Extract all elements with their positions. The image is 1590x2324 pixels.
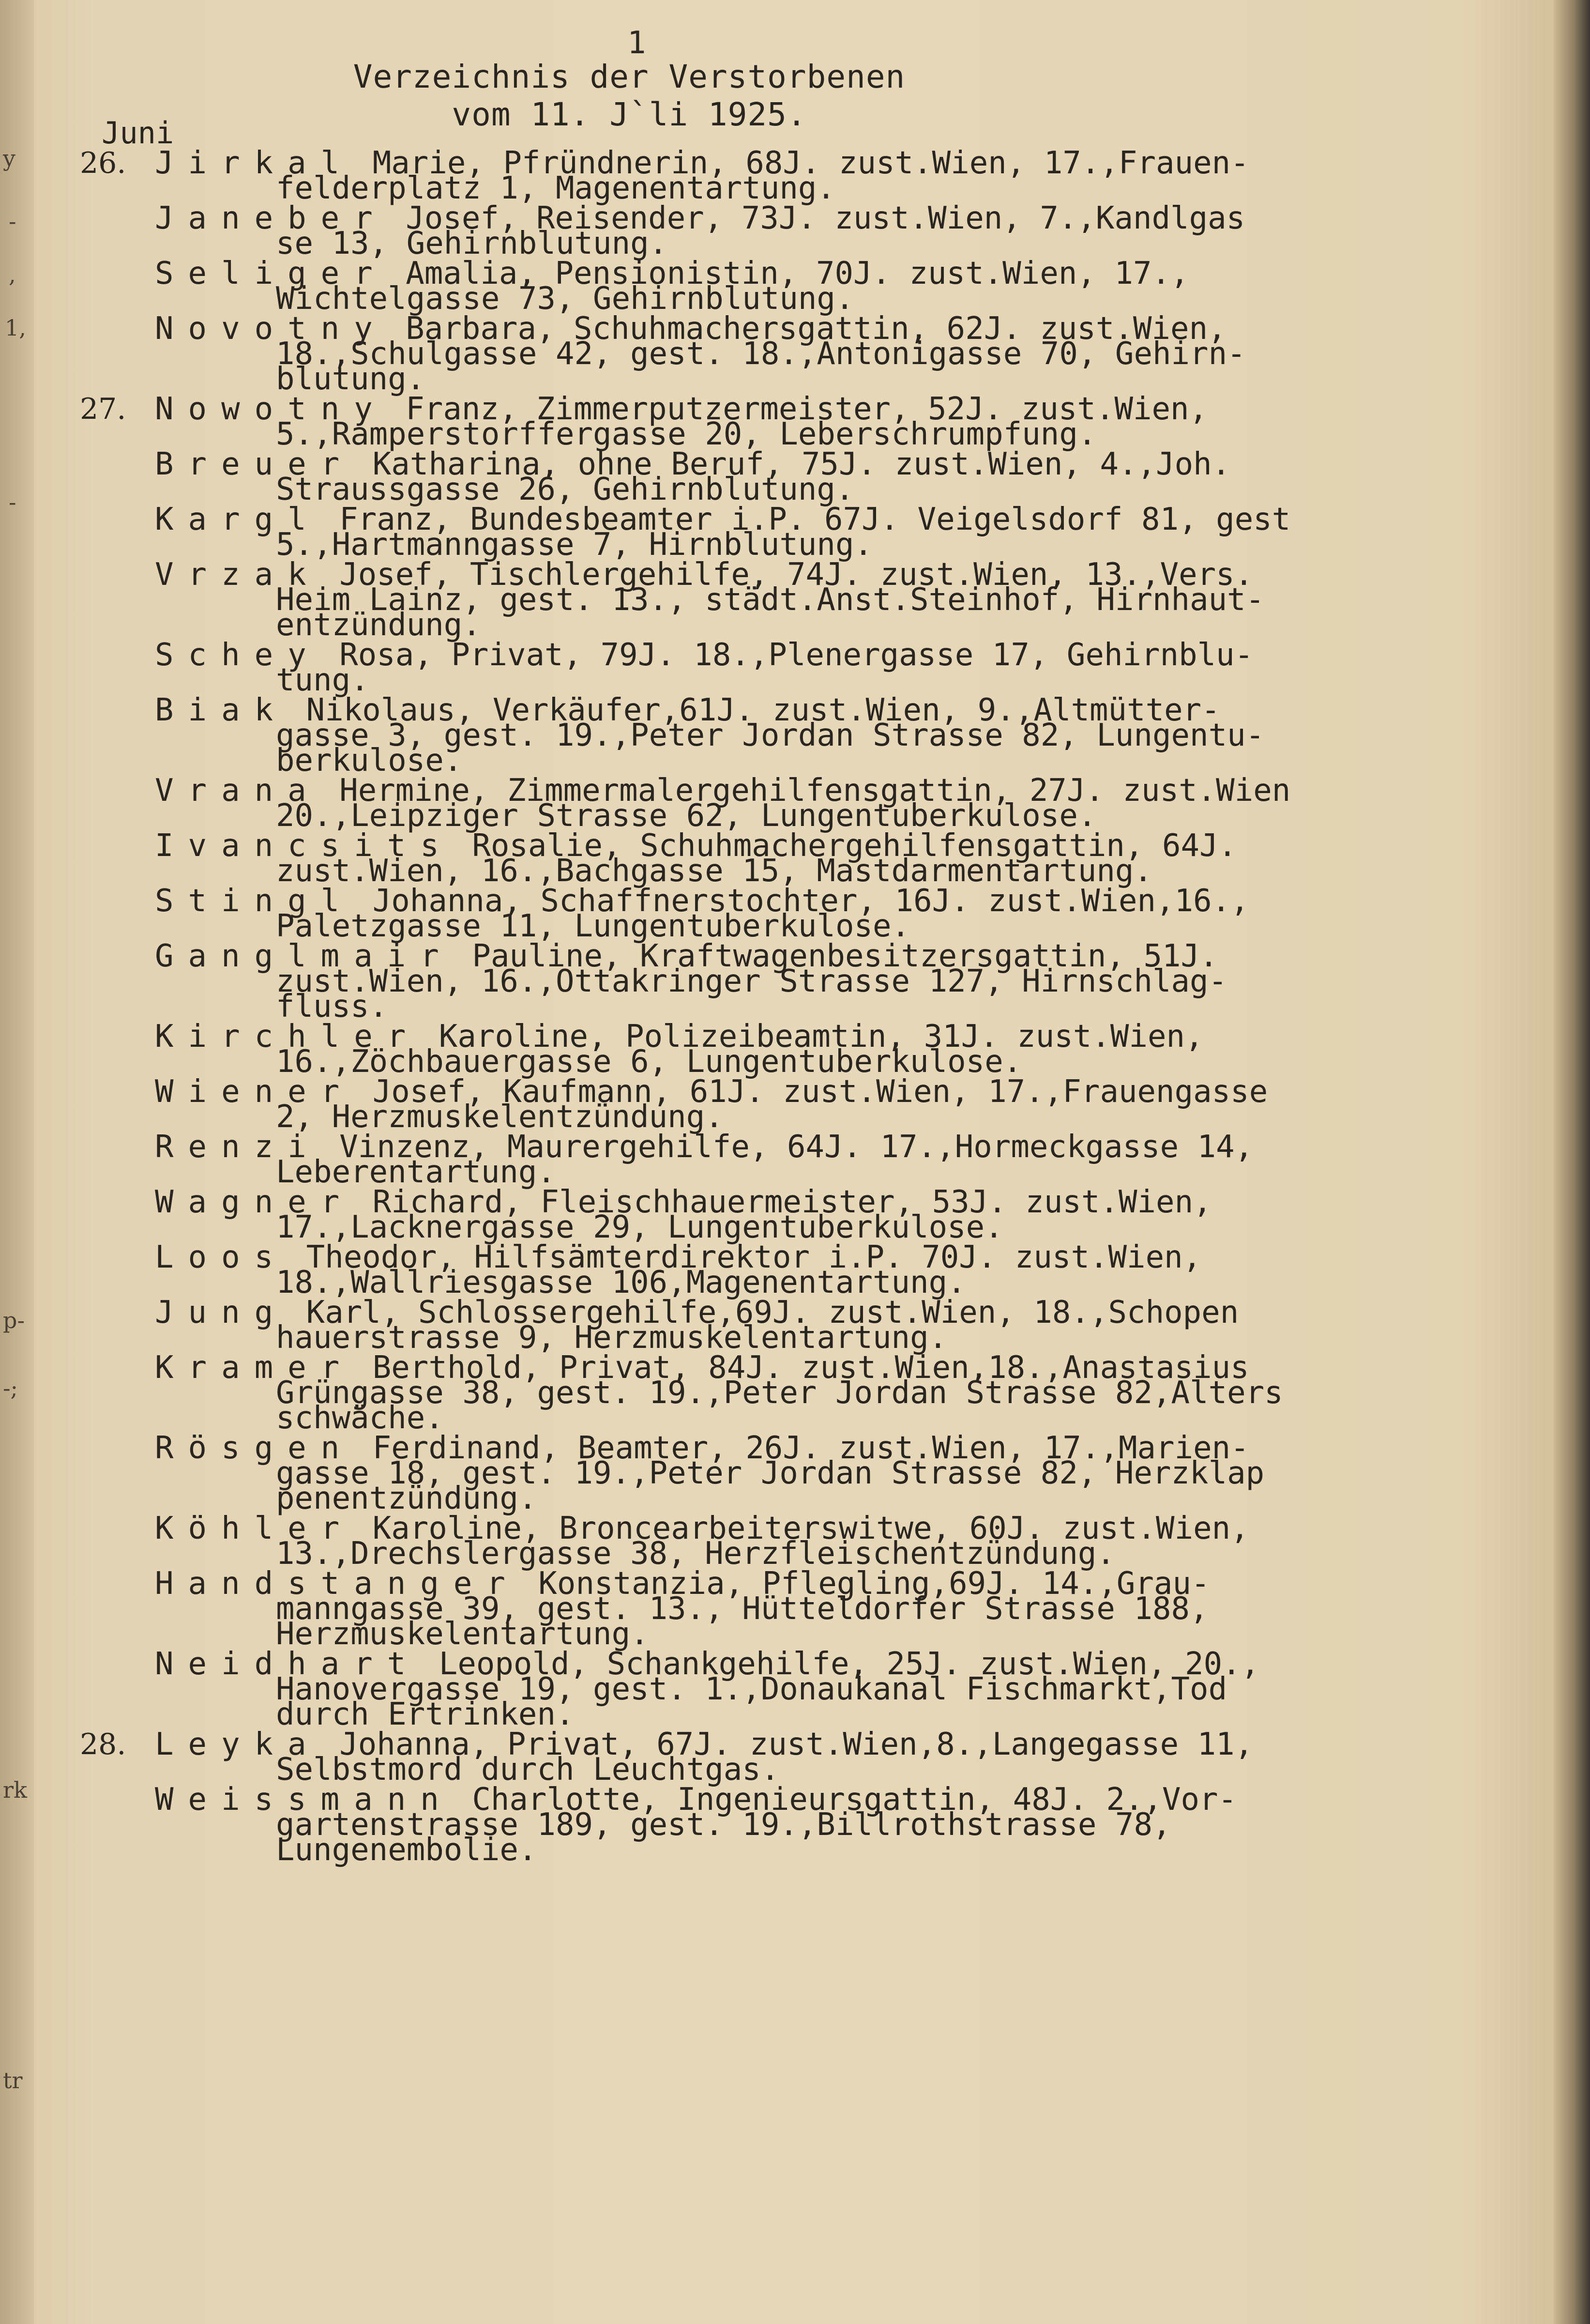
entry-surname: Vrzak bbox=[155, 557, 321, 593]
entry-surname: Vrana bbox=[155, 773, 321, 809]
margin-fragment: - bbox=[9, 208, 16, 234]
entry-line-2: 5.,Ramperstorffergasse 20, Leberschrumpfung. bbox=[276, 416, 1097, 452]
entry-surname: Ivancsits bbox=[155, 828, 454, 864]
entry-date: 28. bbox=[80, 1728, 126, 1761]
entry-details: Franz, Zimmerputzermeister, 52J. zust.Wien, bbox=[387, 391, 1208, 427]
entry-details: Theodor, Hilfsämterdirektor i.P. 70J. zust.Wien, bbox=[288, 1239, 1202, 1275]
entry-line-2: Leberentartung. bbox=[276, 1154, 556, 1190]
entry-line-2: 18.,Schulgasse 42, gest. 18.,Antonigasse 70, Gehirn- bbox=[276, 336, 1246, 372]
register-entry bbox=[0, 145, 1590, 206]
entry-details: Johanna, Privat, 67J. zust.Wien,8.,Langegasse 11, bbox=[320, 1727, 1254, 1762]
margin-fragment: - bbox=[9, 489, 16, 515]
entry-line-3: blutung. bbox=[276, 361, 425, 397]
margin-fragment: tr bbox=[3, 2067, 23, 2094]
document-title: Verzeichnis der Verstorbenen bbox=[353, 58, 906, 95]
entry-surname: Neidhart bbox=[155, 1646, 421, 1682]
register-entry bbox=[0, 637, 1590, 698]
margin-fragment: rk bbox=[3, 1777, 27, 1803]
entry-line-2: gartenstrasse 189, gest. 19.,Billrothstrasse 78, bbox=[276, 1807, 1171, 1843]
entry-surname: Janeber bbox=[155, 200, 387, 236]
margin-fragment: y bbox=[3, 145, 15, 171]
entry-surname: Nowotny bbox=[155, 391, 387, 427]
entry-line-2: 16.,Zöchbauergasse 6, Lungentuberkulose. bbox=[276, 1044, 1022, 1080]
entry-line-3: berkulose. bbox=[276, 743, 463, 779]
entry-line-3: durch Ertrinken. bbox=[276, 1697, 575, 1732]
entry-surname: Renzi bbox=[155, 1129, 321, 1165]
entry-details: Karl, Schlossergehilfe,69J. zust.Wien, 18.,Schopen bbox=[288, 1295, 1239, 1330]
entry-surname: Loos bbox=[155, 1239, 288, 1275]
register-entry bbox=[0, 1782, 1590, 1868]
margin-fragment: 1, bbox=[5, 315, 26, 341]
entry-line-2: Paletzgasse 11, Lungentuberkulose. bbox=[276, 908, 910, 944]
entry-line-2: 2, Herzmuskelentzündung. bbox=[276, 1099, 724, 1135]
register-entry bbox=[0, 828, 1590, 889]
entry-details: Karoline, Broncearbeiterswitwe, 60J. zust.Wien, bbox=[354, 1511, 1249, 1546]
entry-details: Barbara, Schuhmachersgattin, 62J. zust.Wien, bbox=[387, 311, 1227, 347]
entry-line-2: Straussgasse 26, Gehirnblutung. bbox=[276, 472, 854, 507]
entry-surname: Jirkal bbox=[155, 145, 354, 181]
register-entry bbox=[0, 200, 1590, 261]
entry-surname: Stingl bbox=[155, 883, 354, 919]
entry-surname: Novotny bbox=[155, 311, 387, 347]
entry-details: Josef, Tischlergehilfe, 74J. zust.Wien, 13.,Vers. bbox=[320, 557, 1254, 593]
register-entry bbox=[0, 557, 1590, 643]
register-entry bbox=[0, 311, 1590, 397]
register-entry bbox=[0, 1074, 1590, 1135]
entry-line-3: Lungenembolie. bbox=[276, 1832, 537, 1868]
entry-details: Richard, Fleischhauermeister, 53J. zust.Wien, bbox=[354, 1184, 1212, 1220]
entry-line-2: Wichtelgasse 73, Gehirnblutung. bbox=[276, 281, 854, 317]
entry-line-3: Herzmuskelentartung. bbox=[276, 1616, 649, 1652]
entry-details: Franz, Bundesbeamter i.P. 67J. Veigelsdorf 81, gest bbox=[320, 502, 1291, 537]
register-entry bbox=[0, 692, 1590, 779]
entry-details: Johanna, Schaffnerstochter, 16J. zust.Wien,16., bbox=[354, 883, 1249, 919]
register-entry bbox=[0, 256, 1590, 317]
register-entry bbox=[0, 1430, 1590, 1516]
register-entry bbox=[0, 1019, 1590, 1080]
register-entry bbox=[0, 1350, 1590, 1436]
entry-line-2: 18.,Wallriesgasse 106,Magenentartung. bbox=[276, 1265, 966, 1300]
entry-details: Konstanzia, Pflegling,69J. 14.,Grau- bbox=[519, 1566, 1210, 1602]
entry-surname: Leyka bbox=[155, 1727, 321, 1762]
entry-details: Nikolaus, Verkäufer,61J. zust.Wien, 9.,Altmütter- bbox=[288, 692, 1220, 728]
entry-surname: Kramer bbox=[155, 1350, 354, 1386]
entry-line-2: 17.,Lacknergasse 29, Lungentuberkulose. bbox=[276, 1209, 1003, 1245]
entry-surname: Handstanger bbox=[155, 1566, 520, 1602]
entry-surname: Wagner bbox=[155, 1184, 354, 1220]
entry-line-2: se 13, Gehirnblutung. bbox=[276, 226, 668, 261]
entry-details: Berthold, Privat, 84J. zust.Wien,18.,Anastasius bbox=[354, 1350, 1249, 1386]
entry-line-2: 20.,Leipziger Strasse 62, Lungentuberkulose. bbox=[276, 798, 1097, 834]
entry-line-2: hauerstrasse 9, Herzmuskelentartung. bbox=[276, 1320, 948, 1356]
entry-line-2: tung. bbox=[276, 662, 369, 698]
entry-surname: Köhler bbox=[155, 1511, 354, 1546]
register-entry bbox=[0, 938, 1590, 1024]
entry-line-3: fluss. bbox=[276, 989, 388, 1024]
entry-surname: Wiener bbox=[155, 1074, 354, 1110]
margin-fragment: p- bbox=[3, 1307, 25, 1333]
month-label: Juni bbox=[102, 115, 174, 151]
entry-line-3: entzündung. bbox=[276, 607, 481, 643]
entry-line-2: gasse 3, gest. 19.,Peter Jordan Strasse 82, Lungentu- bbox=[276, 718, 1265, 753]
register-entry bbox=[0, 1184, 1590, 1245]
document-date: vom 11. J`li 1925. bbox=[452, 96, 807, 133]
entry-line-2: 5.,Hartmanngasse 7, Hirnblutung. bbox=[276, 527, 873, 563]
register-entry bbox=[0, 446, 1590, 507]
register-entry bbox=[0, 1239, 1590, 1300]
entry-details: Hermine, Zimmermalergehilfensgattin, 27J. zust.Wien bbox=[320, 773, 1291, 809]
entry-details: Marie, Pfründnerin, 68J. zust.Wien, 17.,Frauen- bbox=[354, 145, 1249, 181]
entry-line-2: zust.Wien, 16.,Ottakringer Strasse 127, Hirnschlag- bbox=[276, 963, 1227, 999]
entry-date: 26. bbox=[80, 146, 126, 180]
entry-surname: Kirchler bbox=[155, 1019, 421, 1055]
entry-surname: Seliger bbox=[155, 256, 387, 291]
entry-details: Josef, Reisender, 73J. zust.Wien, 7.,Kandlgas bbox=[387, 200, 1245, 236]
entry-line-3: schwäche. bbox=[276, 1400, 444, 1436]
entry-line-2: zust.Wien, 16.,Bachgasse 15, Mastdarmentartung. bbox=[276, 853, 1152, 889]
register-entry bbox=[0, 773, 1590, 834]
page-number: 1 bbox=[627, 25, 646, 61]
entry-details: Karoline, Polizeibeamtin, 31J. zust.Wien, bbox=[420, 1019, 1204, 1055]
register-entry bbox=[0, 1295, 1590, 1356]
margin-fragment: -; bbox=[3, 1375, 18, 1401]
entry-line-3: penentzündung. bbox=[276, 1481, 537, 1516]
entry-details: Leopold, Schankgehilfe, 25J. zust.Wien, 20., bbox=[420, 1646, 1260, 1682]
entry-surname: Ganglmair bbox=[155, 938, 454, 974]
entry-details: Vinzenz, Maurergehilfe, 64J. 17.,Hormeckgasse 14, bbox=[320, 1129, 1254, 1165]
entry-surname: Schey bbox=[155, 637, 321, 673]
register-entry bbox=[0, 502, 1590, 563]
entry-details: Pauline, Kraftwagenbesitzersgattin, 51J. bbox=[453, 938, 1218, 974]
entry-surname: Kargl bbox=[155, 502, 321, 537]
entry-surname: Weissmann bbox=[155, 1782, 454, 1818]
entry-line-2: gasse 18, gest. 19.,Peter Jordan Strasse 82, Herzklap bbox=[276, 1455, 1265, 1491]
entry-line-2: manngasse 39, gest. 13., Hütteldorfer Strasse 188, bbox=[276, 1591, 1209, 1627]
register-entry bbox=[0, 1566, 1590, 1652]
entry-details: Charlotte, Ingenieursgattin, 48J. 2.,Vor- bbox=[453, 1782, 1237, 1818]
entry-line-2: Selbstmord durch Leuchtgas. bbox=[276, 1752, 780, 1788]
entry-details: Ferdinand, Beamter, 26J. zust.Wien, 17.,Marien- bbox=[354, 1430, 1249, 1466]
entry-details: Katharina, ohne Beruf, 75J. zust.Wien, 4.,Joh. bbox=[354, 446, 1231, 482]
entry-surname: Jung bbox=[155, 1295, 288, 1330]
register-entry bbox=[0, 1727, 1590, 1788]
entry-details: Rosa, Privat, 79J. 18.,Plenergasse 17, Gehirnblu- bbox=[320, 637, 1254, 673]
entry-details: Amalia, Pensionistin, 70J. zust.Wien, 17., bbox=[387, 256, 1189, 291]
register-entry bbox=[0, 883, 1590, 944]
entry-surname: Biak bbox=[155, 692, 288, 728]
register-entry bbox=[0, 1129, 1590, 1190]
register-entry bbox=[0, 1646, 1590, 1732]
entry-line-2: felderplatz 1, Magenentartung. bbox=[276, 170, 835, 206]
entry-details: Josef, Kaufmann, 61J. zust.Wien, 17.,Frauengasse bbox=[354, 1074, 1268, 1110]
entry-details: Rosalie, Schuhmachergehilfensgattin, 64J. bbox=[453, 828, 1237, 864]
entry-surname: Breuer bbox=[155, 446, 354, 482]
margin-fragment: , bbox=[9, 261, 16, 288]
entry-date: 27. bbox=[80, 392, 126, 426]
register-entry bbox=[0, 1511, 1590, 1572]
entry-line-2: 13.,Drechslergasse 38, Herzfleischentzündung. bbox=[276, 1536, 1115, 1572]
entry-surname: Rösgen bbox=[155, 1430, 354, 1466]
entry-line-2: Heim Lainz, gest. 13., städt.Anst.Steinhof, Hirnhaut- bbox=[276, 582, 1265, 618]
entry-line-2: Hanovergasse 19, gest. 1.,Donaukanal Fischmarkt,Tod bbox=[276, 1671, 1227, 1707]
register-entry bbox=[0, 391, 1590, 452]
entry-line-2: Grüngasse 38, gest. 19.,Peter Jordan Strasse 82,Alters bbox=[276, 1375, 1283, 1411]
